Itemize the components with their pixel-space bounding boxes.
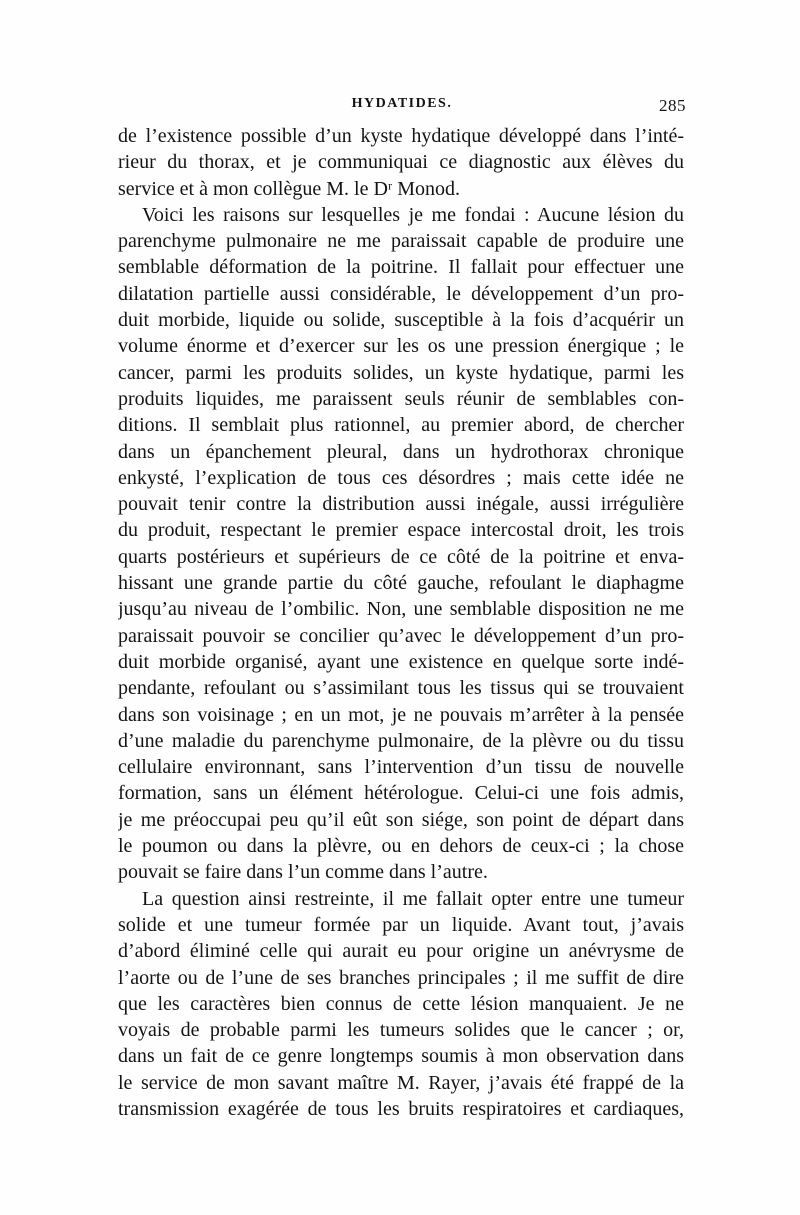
text-line: de l’existence possible d’un kyste hydatique développé dans l’inté- [118, 125, 684, 147]
text-line: d’abord éliminé celle qui aurait eu pour origine un anévrysme de [118, 940, 684, 963]
text-line: pendante, refoulant ou s’assimilant tous les tissus qui se trouvaient [118, 677, 684, 700]
text-line: dans un fait de ce genre longtemps soumis à mon observation dans [118, 1045, 684, 1068]
text-line: service et à mon collègue M. le Dʳ Monod. [118, 177, 461, 200]
text-line: solide et une tumeur formée par un liquide. Avant tout, j’avais [118, 913, 684, 936]
text-line: paraissait pouvoir se concilier qu’avec le développement d’un pro- [118, 624, 684, 647]
text-line: que les caractères bien connus de cette lésion manquaient. Je ne [118, 992, 684, 1015]
text-line: je me préoccupai peu qu’il eût son siége, son point de départ dans [118, 808, 684, 831]
text-line: jusqu’au niveau de l’ombilic. Non, une semblable disposition ne me [118, 598, 684, 621]
text-line: enkysté, l’explication de tous ces désordres ; mais cette idée ne [118, 466, 684, 489]
running-title: HYDATIDES. [351, 96, 453, 111]
text-line: quarts postérieurs et supérieurs de ce côté de la poitrine et enva- [118, 545, 684, 568]
text-line: La question ainsi restreinte, il me fallait opter entre une tumeur [142, 887, 684, 910]
text-line: hissant une grande partie du côté gauche, refoulant le diaphagme [118, 572, 684, 595]
text-line: parenchyme pulmonaire ne me paraissait capable de produire une [118, 230, 684, 253]
running-head [118, 96, 686, 120]
text-line: cancer, parmi les produits solides, un kyste hydatique, parmi les [118, 361, 684, 384]
text-line: duit morbide, liquide ou solide, susceptible à la fois d’acquérir un [118, 309, 684, 332]
text-line: volume énorme et d’exercer sur les os une pression énergique ; le [118, 335, 684, 358]
text-line: dans son voisinage ; en un mot, je ne pouvais m’arrêter à la pensée [118, 703, 684, 726]
text-line: cellulaire environnant, sans l’intervention d’un tissu de nouvelle [118, 756, 684, 779]
text-line: dilatation partielle aussi considérable, le développement d’un pro- [118, 282, 684, 305]
text-line: voyais de probable parmi les tumeurs solides que le cancer ; or, [118, 1019, 684, 1042]
text-line: formation, sans un élément hétérologue. Celui-ci une fois admis, [118, 782, 684, 805]
text-line: ditions. Il semblait plus rationnel, au premier abord, de chercher [118, 414, 684, 437]
text-line: pouvait tenir contre la distribution aussi inégale, aussi irrégulière [118, 493, 684, 516]
text-line: Voici les raisons sur lesquelles je me fondai : Aucune lésion du [142, 203, 684, 226]
text-line: le poumon ou dans la plèvre, ou en dehors de ceux-ci ; la chose [118, 835, 684, 858]
text-line: rieur du thorax, et je communiquai ce diagnostic aux élèves du [118, 151, 684, 174]
text-line: pouvait se faire dans l’un comme dans l’autre. [118, 861, 488, 884]
text-line: duit morbide organisé, ayant une existence en quelque sorte indé- [118, 650, 684, 673]
page-number: 285 [659, 96, 686, 115]
text-line: d’une maladie du parenchyme pulmonaire, de la plèvre ou du tissu [118, 729, 684, 752]
text-line: le service de mon savant maître M. Rayer, j’avais été frappé de la [118, 1071, 684, 1094]
text-line: du produit, respectant le premier espace intercostal droit, les trois [118, 519, 684, 542]
text-line: dans un épanchement pleural, dans un hydrothorax chronique [118, 440, 684, 463]
text-line: semblable déformation de la poitrine. Il fallait pour effectuer une [118, 256, 684, 279]
text-line: l’aorte ou de l’une de ses branches principales ; il me suffit de dire [118, 966, 684, 989]
text-line: transmission exagérée de tous les bruits respiratoires et cardiaques, [118, 1097, 684, 1120]
text-line: produits liquides, me paraissent seuls réunir de semblables con- [118, 387, 684, 410]
body-text [118, 123, 684, 1122]
